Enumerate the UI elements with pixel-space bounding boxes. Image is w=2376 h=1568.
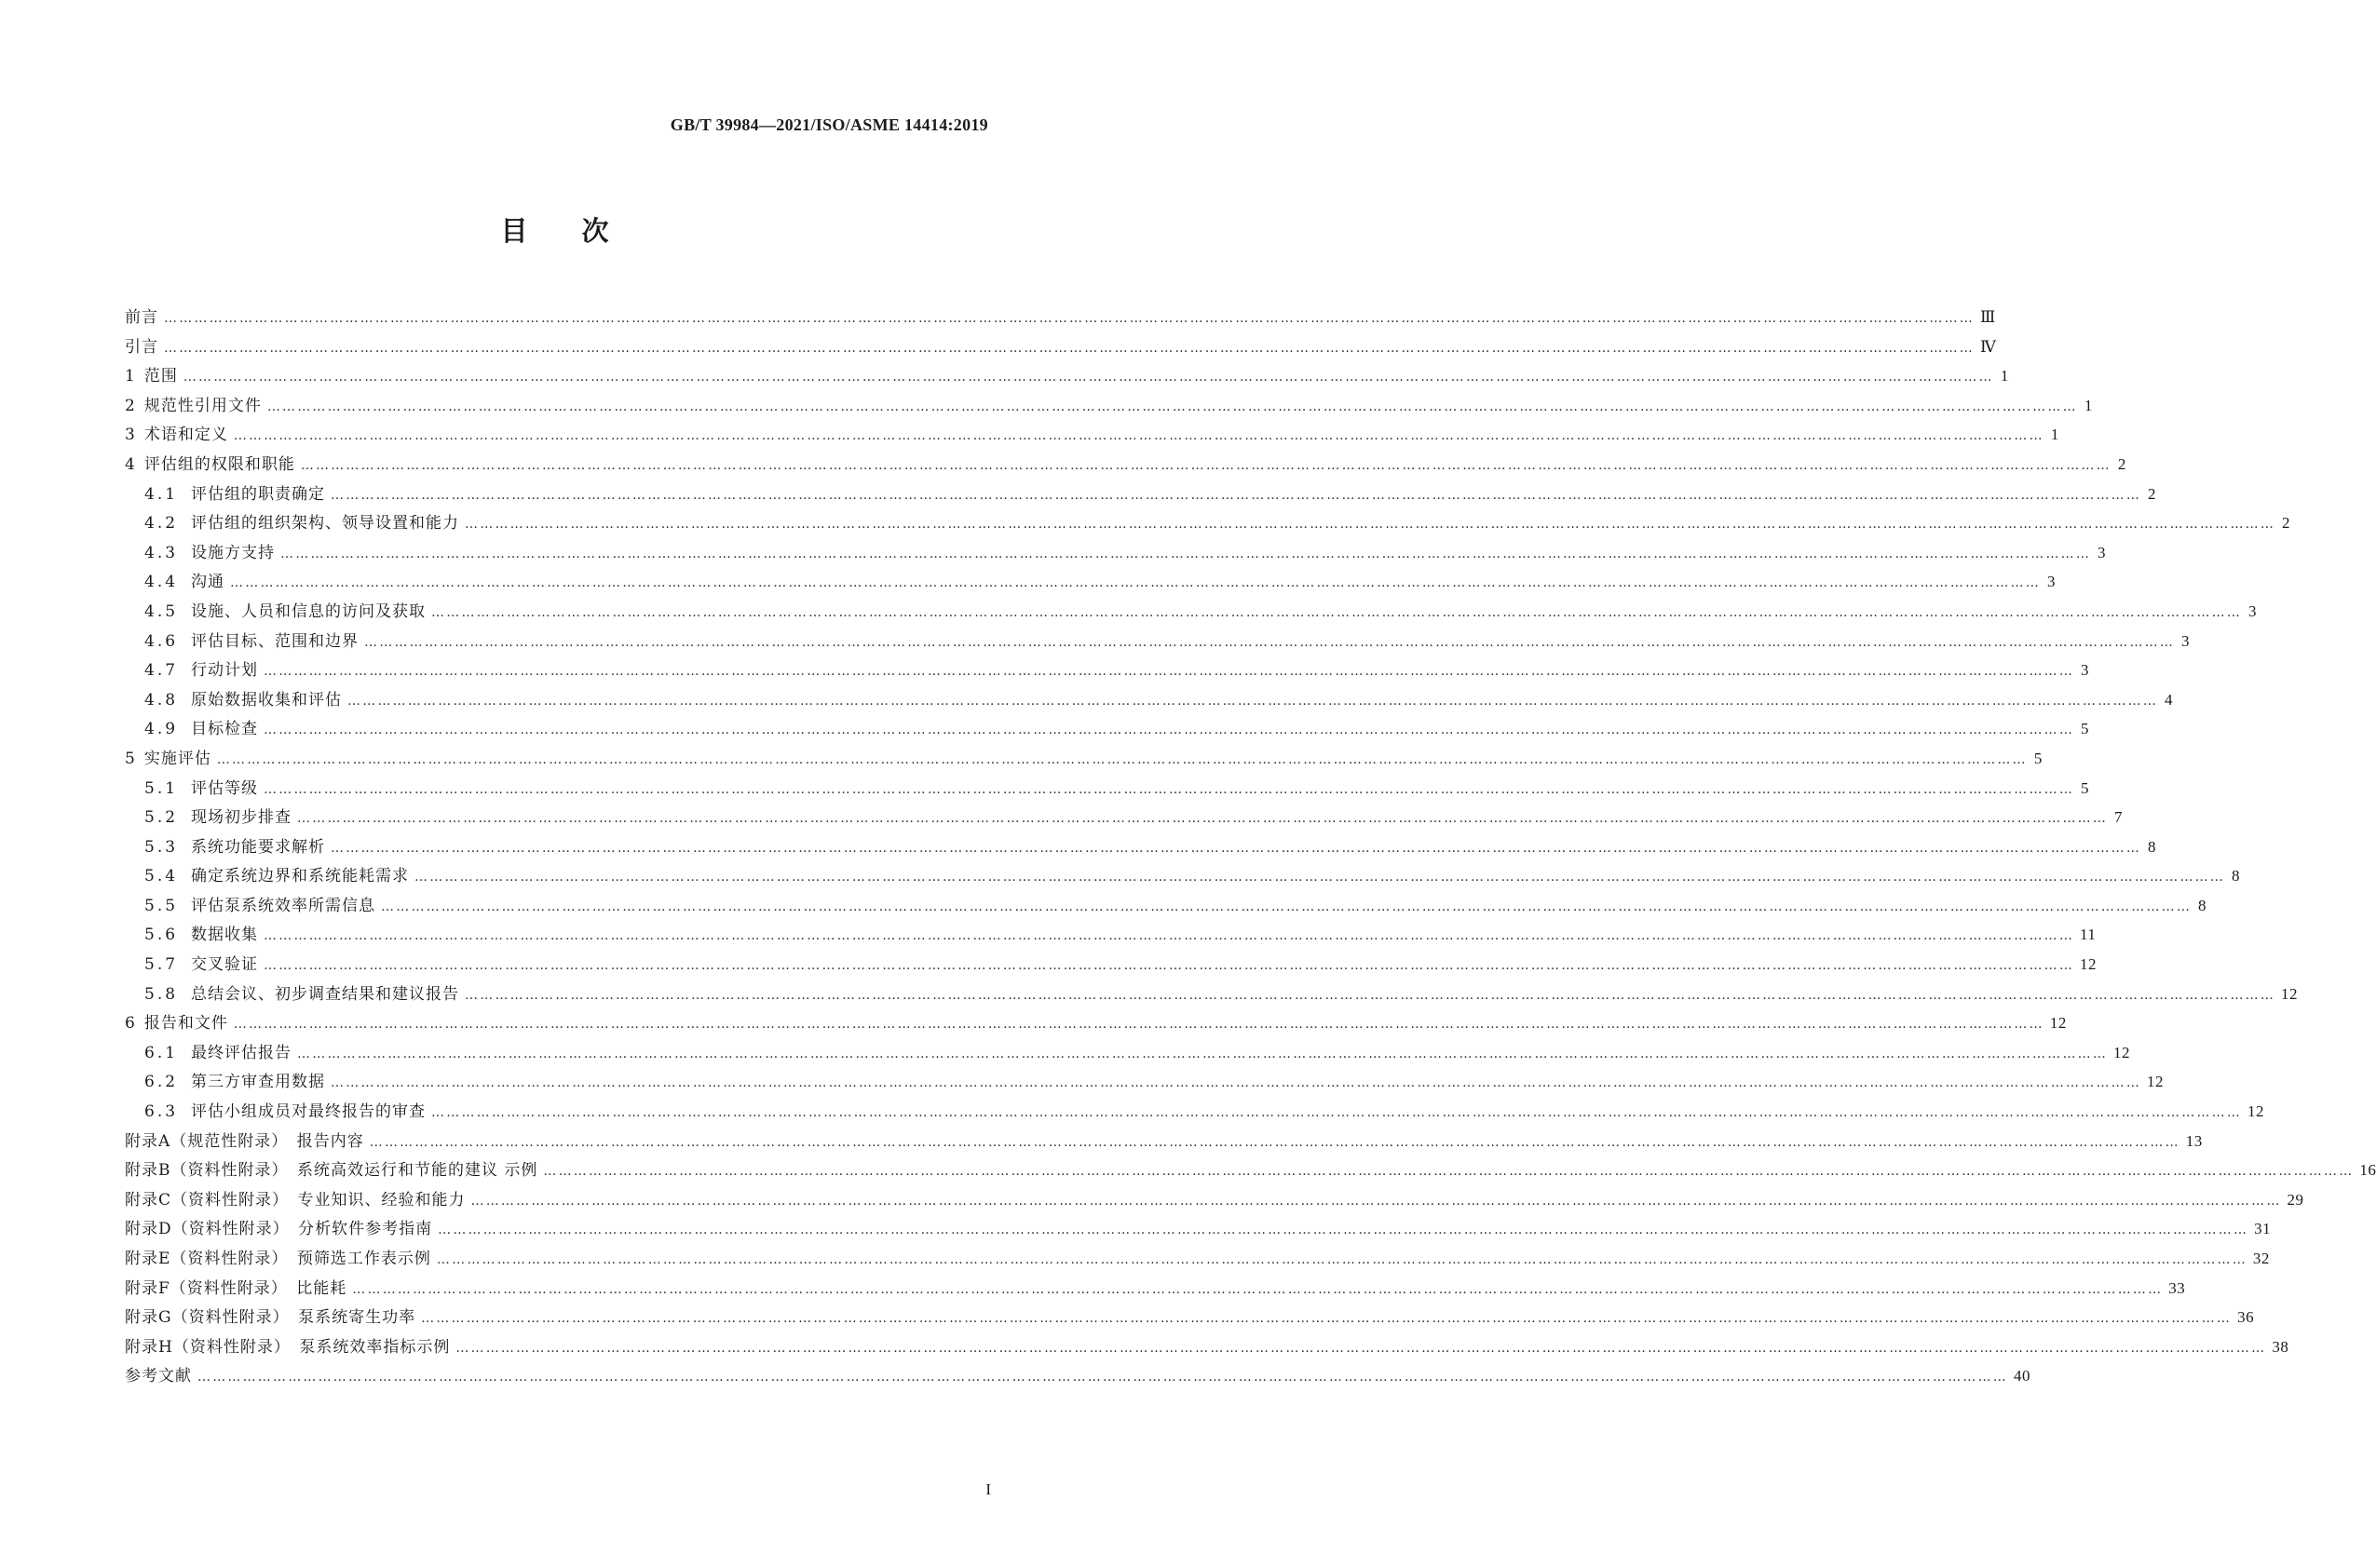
toc-entry-number: 4.2 [144, 514, 179, 534]
toc-entry-label [144, 775, 258, 798]
toc-entry[interactable] [125, 1245, 2270, 1275]
toc-leader-dots: ……………………………………………………………………………………………………………………………………………………………………………………………………………………………………………………………………………………………………………………………… [369, 1134, 2180, 1150]
toc-entry-page: 8 [2232, 867, 2241, 885]
toc-entry-title: 附录G（资料性附录） 泵系统寄生功率 [125, 1308, 416, 1328]
toc-entry-label [125, 304, 158, 327]
toc-leader-dots: ……………………………………………………………………………………………………………………………………………………………………………………………………………………………………………………………………………………………………………………………… [164, 311, 1975, 326]
toc-entry-number: 4 [125, 454, 135, 474]
toc-leader-dots: ……………………………………………………………………………………………………………………………………………………………………………………………………………………………………………………………………………………………………………………………… [465, 987, 2276, 1003]
toc-leader-dots: ……………………………………………………………………………………………………………………………………………………………………………………………………………………………………………………………………………………………………………………………… [381, 899, 2193, 914]
toc-entry-title: 范围 [143, 367, 178, 386]
page-number: I [985, 1480, 991, 1498]
toc-entry-number: 4.8 [144, 690, 179, 710]
toc-entry-page: 13 [2185, 1131, 2203, 1150]
toc-entry-title: 目标检查 [191, 720, 259, 739]
toc-entry-label [144, 598, 426, 621]
toc-entry-number: 5.6 [144, 926, 179, 945]
toc-entry-label [144, 804, 292, 827]
toc-leader-dots: ……………………………………………………………………………………………………………………………………………………………………………………………………………………………………………………………………………………………………………………………… [297, 1046, 2109, 1061]
toc-leader-dots: ……………………………………………………………………………………………………………………………………………………………………………………………………………………………………………………………………………………………………………………………… [431, 604, 2243, 620]
toc-entry[interactable] [125, 333, 1997, 363]
toc-leader-dots: ……………………………………………………………………………………………………………………………………………………………………………………………………………………………………………………………………………………………………………………………… [347, 693, 2159, 709]
toc-entry-title: 参考文献 [125, 1367, 192, 1386]
toc-entry-number: 5.3 [144, 837, 179, 857]
toc-leader-dots: ……………………………………………………………………………………………………………………………………………………………………………………………………………………………………………………………………………………………………………………………… [352, 1281, 2164, 1297]
toc-entry-label [144, 951, 258, 974]
toc-entry-number: 5.7 [144, 955, 179, 975]
toc-entry-page: 32 [2252, 1250, 2270, 1267]
toc-entry-label [125, 421, 228, 444]
toc-entry-page: 38 [2272, 1337, 2289, 1356]
toc-entry[interactable] [125, 892, 2207, 922]
toc-leader-dots: ……………………………………………………………………………………………………………………………………………………………………………………………………………………………………………………………………………………………………………………………… [297, 811, 2109, 827]
toc-entry-page: 2 [2148, 484, 2157, 503]
toc-leader-dots: ……………………………………………………………………………………………………………………………………………………………………………………………………………………………………………………………………………………………………………………………… [264, 958, 2075, 974]
toc-entry-label [125, 1215, 432, 1238]
toc-entry-title: 最终评估报告 [191, 1043, 292, 1062]
toc-entry-title: 实施评估 [143, 749, 211, 768]
toc-entry[interactable] [125, 1039, 2131, 1069]
toc-entry-page: 3 [2181, 631, 2191, 650]
toc-entry-number: 6.2 [144, 1073, 179, 1092]
toc-leader-dots: ……………………………………………………………………………………………………………………………………………………………………………………………………………………………………………………………………………………………………………………………… [233, 1017, 2044, 1033]
toc-entry-page: 3 [2081, 661, 2090, 680]
toc-entry[interactable] [125, 598, 2258, 628]
toc-entry-label [144, 1039, 292, 1062]
toc-leader-dots: ……………………………………………………………………………………………………………………………………………………………………………………………………………………………………………………………………………………………………………………………… [438, 1223, 2249, 1238]
toc-entry-title: 设施、人员和信息的访问及获取 [191, 602, 427, 621]
toc-leader-dots: ……………………………………………………………………………………………………………………………………………………………………………………………………………………………………………………………………………………………………………………………… [331, 840, 2142, 856]
toc-entry-label [144, 715, 258, 738]
toc-entry[interactable] [125, 833, 2157, 863]
toc-entry-label [144, 656, 258, 680]
toc-entry-page: 12 [2147, 1073, 2165, 1091]
toc-entry-title: 附录A（规范性附录） 报告内容 [125, 1131, 364, 1151]
toc-leader-dots: ……………………………………………………………………………………………………………………………………………………………………………………………………………………………………………………………………………………………………………………………… [216, 751, 2028, 767]
toc-entry-label [125, 1304, 415, 1327]
toc-entry-title: 评估组的职责确定 [191, 484, 326, 504]
toc-entry-page: 36 [2237, 1308, 2255, 1327]
toc-entry[interactable] [125, 1304, 2255, 1333]
toc-leader-dots: ……………………………………………………………………………………………………………………………………………………………………………………………………………………………………………………………………………………………………………………………… [264, 664, 2075, 680]
table-of-contents [125, 304, 2376, 1392]
toc-entry-title: 评估目标、范围和边界 [191, 631, 360, 651]
toc-entry-label [144, 1098, 426, 1121]
toc-entry-page: 12 [2113, 1043, 2131, 1061]
toc-leader-dots: ……………………………………………………………………………………………………………………………………………………………………………………………………………………………………………………………………………………………………………………………… [280, 546, 2092, 561]
toc-entry-label [144, 568, 224, 591]
toc-entry[interactable] [125, 1215, 2272, 1245]
toc-entry-label [125, 451, 295, 474]
toc-entry-title: 评估组的权限和职能 [143, 454, 295, 474]
toc-entry-page: 29 [2287, 1190, 2304, 1209]
toc-entry-label [125, 1245, 431, 1268]
toc-entry-title: 系统功能要求解析 [191, 837, 326, 857]
toc-entry-label [125, 745, 211, 768]
toc-entry-title: 第三方审查用数据 [191, 1073, 326, 1092]
toc-entry[interactable] [125, 745, 2043, 775]
toc-entry-label [144, 628, 359, 651]
toc-entry-title: 附录H（资料性附录） 泵系统效率指标示例 [125, 1337, 451, 1357]
toc-entry-label [144, 509, 459, 533]
toc-entry-page: 7 [2114, 808, 2124, 827]
toc-entry-title: 交叉验证 [191, 955, 259, 975]
toc-leader-dots: ……………………………………………………………………………………………………………………………………………………………………………………………………………………………………………………………………………………………………………………………… [465, 517, 2276, 533]
toc-entry-number: 4.5 [144, 602, 179, 621]
toc-entry-page: Ⅲ [1980, 308, 1996, 326]
toc-entry-page: 4 [2165, 690, 2174, 709]
toc-entry[interactable] [125, 304, 1996, 333]
toc-entry[interactable] [125, 362, 2009, 392]
toc-entry-label [144, 480, 325, 504]
toc-leader-dots: ……………………………………………………………………………………………………………………………………………………………………………………………………………………………………………………………………………………………………………………………… [436, 1252, 2247, 1267]
toc-entry-title: 附录B（资料性附录） 系统高效运行和节能的建议 示例 [125, 1161, 538, 1181]
toc-entry[interactable] [125, 628, 2191, 657]
toc-entry[interactable] [125, 1186, 2304, 1216]
toc-entry-number: 5.1 [144, 778, 179, 798]
toc-entry-page: 1 [2050, 426, 2059, 444]
toc-entry-title: 附录D（资料性附录） 分析软件参考指南 [125, 1220, 433, 1239]
toc-leader-dots: ……………………………………………………………………………………………………………………………………………………………………………………………………………………………………………………………………………………………………………………………… [300, 457, 2111, 473]
toc-leader-dots: ……………………………………………………………………………………………………………………………………………………………………………………………………………………………………………………………………………………………………………………………… [455, 1340, 2267, 1356]
toc-entry-label [144, 539, 275, 562]
toc-entry[interactable] [125, 1333, 2289, 1363]
toc-entry-page: 5 [2081, 778, 2090, 797]
toc-entry[interactable] [125, 980, 2299, 1010]
toc-entry-page: 40 [2014, 1367, 2030, 1386]
toc-entry-number: 4.9 [144, 720, 179, 739]
toc-entry[interactable] [125, 568, 2057, 598]
toc-entry-page: 12 [2281, 984, 2299, 1003]
toc-entry-label [144, 892, 375, 915]
toc-entry-page: 3 [2098, 543, 2107, 561]
toc-entry-number: 5 [125, 749, 135, 768]
toc-entry-number: 4.6 [144, 631, 179, 651]
toc-entry[interactable] [125, 1275, 2186, 1304]
toc-leader-dots: ……………………………………………………………………………………………………………………………………………………………………………………………………………………………………………………………………………………………………………………………… [230, 575, 2042, 591]
toc-entry[interactable] [125, 1009, 2067, 1039]
toc-entry-title: 附录C（资料性附录） 专业知识、经验和能力 [125, 1190, 466, 1210]
toc-entry-label [125, 1128, 364, 1151]
toc-entry-title: 附录E（资料性附录） 预筛选工作表示例 [125, 1250, 431, 1268]
toc-leader-dots: ……………………………………………………………………………………………………………………………………………………………………………………………………………………………………………………………………………………………………………………………… [264, 928, 2075, 944]
toc-entry-page: 12 [2247, 1102, 2265, 1121]
toc-entry-number: 4.1 [144, 484, 179, 504]
toc-entry-number: 5.4 [144, 867, 179, 886]
toc-entry-label [144, 862, 409, 885]
toc-entry-number: 5.8 [144, 984, 179, 1004]
toc-entry[interactable] [125, 1156, 2376, 1186]
toc-entry-label [144, 1068, 325, 1091]
toc-entry[interactable] [125, 862, 2241, 892]
toc-entry[interactable] [125, 1098, 2265, 1128]
toc-entry-title: 附录F（资料性附录） 比能耗 [125, 1278, 347, 1298]
toc-entry-page: 8 [2198, 896, 2207, 914]
toc-entry-title: 总结会议、初步调查结果和建议报告 [191, 984, 460, 1004]
toc-entry-page: 5 [2081, 720, 2090, 738]
toc-entry-label [125, 1333, 450, 1357]
toc-leader-dots: ……………………………………………………………………………………………………………………………………………………………………………………………………………………………………………………………………………………………………………………………… [264, 781, 2075, 797]
toc-entry[interactable] [125, 715, 2090, 745]
toc-entry[interactable] [125, 392, 2093, 422]
toc-leader-dots: ……………………………………………………………………………………………………………………………………………………………………………………………………………………………………………………………………………………………………………………………… [331, 487, 2142, 503]
toc-entry-page: 2 [2117, 454, 2126, 473]
toc-entry[interactable] [125, 804, 2124, 833]
toc-entry-number: 4.4 [144, 573, 179, 592]
toc-entry-number: 4.3 [144, 543, 179, 562]
toc-leader-dots: ……………………………………………………………………………………………………………………………………………………………………………………………………………………………………………………………………………………………………………………………… [331, 1075, 2142, 1091]
toc-entry-number: 1 [125, 367, 135, 386]
toc-entry-title: 原始数据收集和评估 [191, 690, 343, 710]
toc-entry-number: 6.3 [144, 1102, 179, 1122]
toc-entry-page: Ⅳ [1980, 337, 1997, 356]
toc-entry-title: 前言 [125, 308, 158, 327]
toc-entry-title: 行动计划 [191, 661, 259, 681]
toc-entry-label [125, 1186, 466, 1210]
toc-entry-label [144, 833, 325, 857]
toc-leader-dots: ……………………………………………………………………………………………………………………………………………………………………………………………………………………………………………………………………………………………………………………………… [431, 1105, 2243, 1121]
toc-entry-label [144, 980, 459, 1004]
toc-entry-label [125, 1362, 192, 1386]
toc-leader-dots: ……………………………………………………………………………………………………………………………………………………………………………………………………………………………………………………………………………………………………………………………… [470, 1193, 2282, 1209]
toc-entry-page: 2 [2282, 514, 2291, 533]
toc-entry-title: 引言 [125, 337, 158, 357]
toc-leader-dots: ……………………………………………………………………………………………………………………………………………………………………………………………………………………………………………………………………………………………………………………………… [543, 1164, 2355, 1180]
toc-entry-page: 8 [2148, 837, 2157, 856]
toc-entry-title: 评估小组成员对最终报告的审查 [191, 1102, 427, 1122]
toc-leader-dots: ……………………………………………………………………………………………………………………………………………………………………………………………………………………………………………………………………………………………………………………………… [364, 634, 2176, 650]
toc-entry-label [144, 686, 342, 710]
toc-entry-page: 16 [2359, 1161, 2376, 1180]
toc-leader-dots: ……………………………………………………………………………………………………………………………………………………………………………………………………………………………………………………………………………………………………………………………… [414, 870, 2226, 885]
toc-entry-number: 2 [125, 396, 135, 415]
toc-entry-title: 报告和文件 [143, 1014, 228, 1034]
toc-entry-title: 评估等级 [191, 778, 259, 798]
toc-leader-dots: ……………………………………………………………………………………………………………………………………………………………………………………………………………………………………………………………………………………………………………………………… [164, 340, 1975, 356]
toc-entry[interactable] [125, 539, 2107, 569]
toc-leader-dots: ……………………………………………………………………………………………………………………………………………………………………………………………………………………………………………………………………………………………………………………………… [233, 428, 2044, 444]
toc-leader-dots: ……………………………………………………………………………………………………………………………………………………………………………………………………………………………………………………………………………………………………………………………… [197, 1370, 2008, 1386]
toc-entry-number: 6.1 [144, 1043, 179, 1062]
toc-entry-page: 33 [2168, 1278, 2186, 1297]
toc-entry-number: 5.5 [144, 896, 179, 915]
toc-entry[interactable] [125, 421, 2059, 451]
toc-leader-dots: ……………………………………………………………………………………………………………………………………………………………………………………………………………………………………………………………………………………………………………………………… [421, 1311, 2233, 1327]
toc-entry-page: 11 [2080, 926, 2097, 944]
toc-entry[interactable] [125, 509, 2291, 539]
page-title: 目次 [500, 215, 663, 247]
toc-entry[interactable] [125, 686, 2174, 716]
toc-entry-label [125, 1275, 346, 1298]
toc-entry-page: 12 [2080, 955, 2098, 974]
toc-entry-number: 4.7 [144, 661, 179, 681]
toc-entry-page: 3 [2248, 602, 2258, 620]
toc-entry-page: 31 [2254, 1220, 2272, 1238]
toc-entry-number: 5.2 [144, 808, 179, 828]
toc-entry[interactable] [125, 656, 2090, 686]
toc-entry-label [125, 392, 262, 415]
standard-number: GB/T 39984—2021/ISO/ASME 14414:2019 [670, 115, 988, 134]
toc-entry-title: 术语和定义 [143, 426, 228, 445]
toc-entry[interactable] [125, 1128, 2203, 1157]
toc-entry-title: 确定系统边界和系统能耗需求 [191, 867, 410, 886]
toc-entry[interactable] [125, 921, 2097, 951]
toc-entry-title: 评估组的组织架构、领导设置和能力 [191, 514, 460, 534]
toc-entry-label [125, 333, 158, 357]
toc-leader-dots: ……………………………………………………………………………………………………………………………………………………………………………………………………………………………………………………………………………………………………………………………… [266, 399, 2078, 414]
toc-leader-dots: ……………………………………………………………………………………………………………………………………………………………………………………………………………………………………………………………………………………………………………………………… [183, 370, 1994, 385]
toc-entry-page: 5 [2033, 749, 2043, 767]
toc-entry-label [144, 921, 258, 944]
toc-entry-page: 12 [2049, 1014, 2067, 1033]
toc-entry-title: 沟通 [191, 573, 225, 592]
toc-entry[interactable] [125, 951, 2098, 980]
toc-entry-title: 规范性引用文件 [143, 396, 262, 415]
toc-entry-label [125, 1009, 228, 1033]
toc-entry[interactable] [125, 1068, 2165, 1098]
toc-entry-label [125, 362, 178, 385]
toc-entry-title: 数据收集 [191, 926, 259, 945]
toc-entry-page: 3 [2047, 573, 2057, 591]
toc-entry[interactable] [125, 451, 2126, 480]
toc-entry-title: 评估泵系统效率所需信息 [191, 896, 376, 915]
toc-entry-title: 现场初步排查 [191, 808, 292, 828]
toc-entry-number: 3 [125, 426, 135, 445]
toc-entry-label [125, 1156, 537, 1180]
toc-leader-dots: ……………………………………………………………………………………………………………………………………………………………………………………………………………………………………………………………………………………………………………………………… [264, 723, 2075, 738]
toc-entry[interactable] [125, 775, 2090, 804]
toc-entry-page: 1 [2000, 367, 2009, 385]
toc-entry-title: 设施方支持 [191, 543, 276, 562]
toc-entry-page: 1 [2084, 396, 2093, 414]
toc-entry-number: 6 [125, 1014, 135, 1034]
toc-entry[interactable] [125, 1362, 2030, 1392]
toc-entry[interactable] [125, 480, 2157, 510]
